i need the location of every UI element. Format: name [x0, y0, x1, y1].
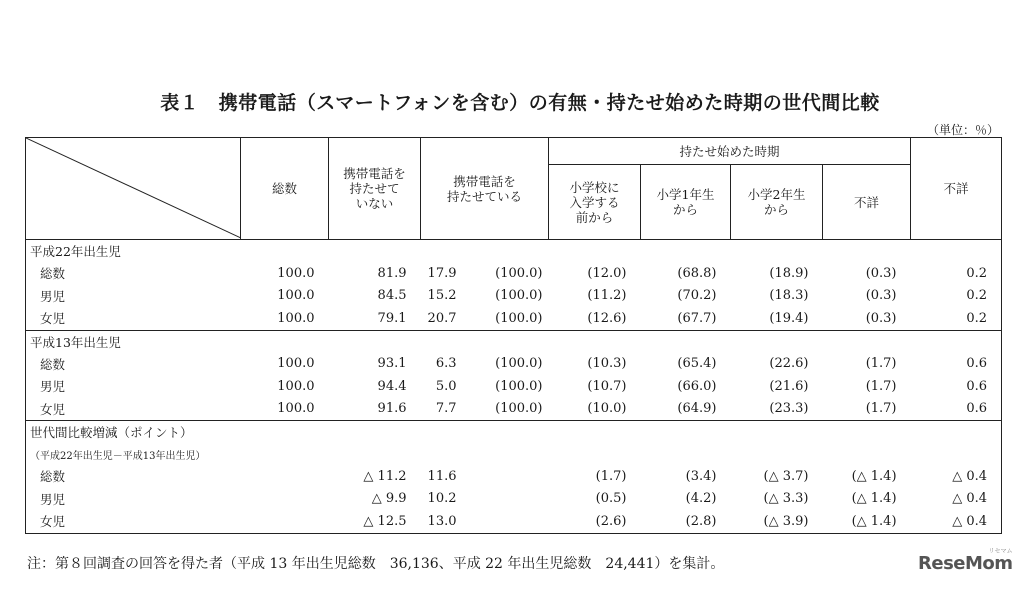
cell-grade1: (70.2): [677, 288, 717, 304]
cell-no-phone: △ 9.9: [371, 491, 407, 507]
header-unknown: 不詳: [911, 138, 1002, 240]
cell-no-phone: 94.4: [377, 378, 407, 394]
cell-grade2: (23.3): [769, 401, 809, 417]
section-label: 平成13年出生児: [26, 330, 1002, 353]
header-grade2: 小学2年生 から: [731, 165, 823, 240]
cell-no-phone: 84.5: [377, 288, 407, 304]
comparison-table: [25, 137, 1002, 534]
row-name: 男児: [26, 285, 241, 308]
section-sublabel-row: [26, 443, 1002, 465]
diagonal-line: [26, 138, 241, 238]
cell-before-school: (12.6): [587, 310, 627, 326]
table-row: [26, 353, 1002, 376]
table-body: [26, 240, 1002, 534]
cell-grade1: (68.8): [677, 265, 717, 281]
header-grade1: 小学1年生 から: [641, 165, 731, 240]
cell-has-phone-base: (100.0): [495, 310, 543, 326]
cell-before-school: (1.7): [595, 468, 627, 484]
section-header-row: [26, 240, 1002, 263]
cell-before-school: (11.2): [587, 288, 627, 304]
cell-before-school: (0.5): [595, 491, 627, 507]
cell-total: [241, 465, 329, 488]
cell-has-phone-value: 17.9: [427, 265, 457, 281]
cell-has-phone-base: (100.0): [495, 378, 543, 394]
cell-no-phone: 81.9: [377, 265, 407, 281]
header-before-school: 小学校に 入学する 前から: [549, 165, 641, 240]
row-name: 総数: [26, 465, 241, 488]
section-label: 世代間比較増減（ポイント）: [26, 421, 1002, 444]
cell-grade2: (△ 3.7): [763, 468, 809, 484]
cell-before-school: (12.0): [587, 265, 627, 281]
cell-timing-unknown: (0.3): [865, 288, 897, 304]
cell-total: 100.0: [277, 288, 315, 304]
cell-grade2: (21.6): [769, 378, 809, 394]
footnote: 注：第８回調査の回答を得た者（平成 13 年出生児総数 36,136、平成 22 年出生児総数 24,441）を集計。: [27, 556, 725, 572]
cell-before-school: (10.0): [587, 401, 627, 417]
cell-grade2: (△ 3.3): [763, 491, 809, 507]
cell-timing-unknown: (△ 1.4): [851, 491, 897, 507]
cell-grade1: (66.0): [677, 378, 717, 394]
row-name: 女児: [26, 510, 241, 533]
cell-has-phone: [421, 307, 549, 330]
unit-label: （単位：％）: [926, 123, 999, 137]
cell-timing-unknown: (1.7): [865, 378, 897, 394]
row-name: 男児: [26, 375, 241, 398]
table-row: [26, 398, 1002, 421]
cell-no-phone: 91.6: [377, 401, 407, 417]
cell-has-phone: [421, 375, 549, 398]
table-row: [26, 307, 1002, 330]
section-sublabel: （平成22年出生児－平成13年出生児）: [26, 443, 1002, 465]
cell-has-phone-base: (100.0): [495, 401, 543, 417]
cell-total: 100.0: [277, 310, 315, 326]
cell-unknown: △ 0.4: [911, 488, 1002, 511]
header-timing-group: 持たせ始めた時期: [549, 138, 911, 165]
header-total: 総数: [241, 138, 329, 240]
section-header-row: [26, 330, 1002, 353]
table-row: [26, 262, 1002, 285]
cell-unknown: 0.2: [911, 285, 1002, 308]
cell-has-phone-value: 20.7: [427, 310, 457, 326]
cell-timing-unknown: (1.7): [865, 356, 897, 372]
table-row: [26, 375, 1002, 398]
cell-timing-unknown: (0.3): [865, 265, 897, 281]
row-name: 女児: [26, 307, 241, 330]
cell-has-phone-base: [471, 469, 543, 484]
cell-grade2: (18.3): [769, 288, 809, 304]
cell-has-phone-base: (100.0): [495, 356, 543, 372]
cell-unknown: 0.6: [911, 375, 1002, 398]
cell-has-phone: [421, 488, 549, 511]
cell-unknown: △ 0.4: [911, 510, 1002, 533]
cell-timing-unknown: (△ 1.4): [851, 468, 897, 484]
table-row: [26, 488, 1002, 511]
cell-no-phone: △ 11.2: [363, 468, 407, 484]
cell-grade2: (19.4): [769, 310, 809, 326]
cell-total: 100.0: [277, 378, 315, 394]
cell-has-phone: [421, 510, 549, 533]
cell-has-phone-value: 5.0: [435, 378, 457, 394]
cell-has-phone-value: 10.2: [427, 491, 457, 507]
cell-before-school: (10.3): [587, 356, 627, 372]
cell-timing-unknown: (△ 1.4): [823, 510, 911, 533]
cell-timing-unknown: (1.7): [865, 401, 897, 417]
section-header-row: [26, 421, 1002, 444]
cell-before-school: (2.6): [549, 510, 641, 533]
cell-grade2: (△ 3.9): [731, 510, 823, 533]
cell-total: 100.0: [277, 265, 315, 281]
table-row: [26, 285, 1002, 308]
cell-has-phone-base: [471, 514, 543, 529]
cell-unknown: 0.2: [911, 262, 1002, 285]
cell-unknown: 0.2: [911, 307, 1002, 330]
header-has-phone: 携帯電話を 持たせている: [421, 138, 549, 240]
cell-has-phone-base: (100.0): [495, 265, 543, 281]
diagonal-header-cell: [26, 138, 241, 240]
cell-timing-unknown: (0.3): [865, 310, 897, 326]
cell-no-phone: 93.1: [377, 356, 407, 372]
row-name: 男児: [26, 488, 241, 511]
cell-grade1: (4.2): [685, 491, 717, 507]
cell-has-phone-value: 11.6: [427, 468, 457, 484]
section-label: 平成22年出生児: [26, 240, 1002, 263]
cell-grade1: (67.7): [677, 310, 717, 326]
table-row: [26, 510, 1002, 533]
cell-grade1: (3.4): [685, 468, 717, 484]
header-timing-unknown: 不詳: [823, 165, 911, 240]
cell-has-phone-value: 6.3: [435, 356, 457, 372]
cell-has-phone-value: 7.7: [435, 401, 457, 417]
header-no-phone: 携帯電話を 持たせて いない: [329, 138, 421, 240]
resemom-logo: ReseMom リセマム: [918, 548, 1013, 574]
cell-unknown: 0.6: [911, 398, 1002, 421]
cell-before-school: (10.7): [587, 378, 627, 394]
cell-has-phone: [421, 262, 549, 285]
cell-grade2: (18.9): [769, 265, 809, 281]
cell-has-phone: [421, 398, 549, 421]
cell-grade2: (22.6): [769, 356, 809, 372]
cell-has-phone: [421, 285, 549, 308]
cell-grade1: (65.4): [677, 356, 717, 372]
table-row: [26, 465, 1002, 488]
cell-grade1: (64.9): [677, 401, 717, 417]
cell-no-phone: 79.1: [377, 310, 407, 326]
cell-unknown: △ 0.4: [911, 465, 1002, 488]
cell-has-phone-value: 13.0: [427, 513, 457, 529]
cell-has-phone-value: 15.2: [427, 288, 457, 304]
table-title: 表１ 携帯電話（スマートフォンを含む）の有無・持たせ始めた時期の世代間比較: [160, 92, 880, 114]
cell-total: [241, 510, 329, 533]
cell-has-phone: [421, 353, 549, 376]
cell-total: [241, 488, 329, 511]
cell-no-phone: △ 12.5: [329, 510, 421, 533]
cell-has-phone: [421, 465, 549, 488]
row-name: 総数: [26, 262, 241, 285]
cell-total: 100.0: [277, 401, 315, 417]
cell-total: 100.0: [277, 356, 315, 372]
cell-has-phone-base: [471, 491, 543, 506]
cell-grade1: (2.8): [641, 510, 731, 533]
row-name: 総数: [26, 353, 241, 376]
cell-has-phone-base: (100.0): [495, 288, 543, 304]
row-name: 女児: [26, 398, 241, 421]
cell-unknown: 0.6: [911, 353, 1002, 376]
